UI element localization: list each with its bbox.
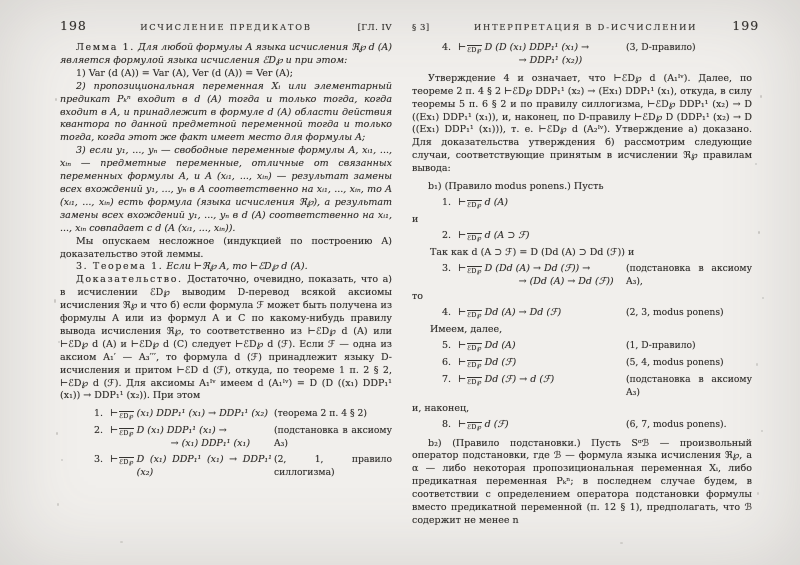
derivation-number: 4. xyxy=(442,307,452,319)
case-b1-heading: b₁) (Правило modus ponens.) Пусть xyxy=(428,181,604,193)
chapter-reference: [ГЛ. IV xyxy=(357,23,392,33)
derivation-number: 2. xyxy=(442,229,452,241)
derivation-line xyxy=(94,454,392,480)
scan-speck xyxy=(57,503,59,506)
derivation-formula: D (x₁) DDP₁¹ (x₁) → → (x₁) DDP₁¹ (x₁) xyxy=(136,425,251,450)
lemma-clause-3: 3) если y₁, ..., yₙ — свободные переменные формулы A, xᵢ₁, ..., xᵢₙ — предметные переменные, отличные от связанных переменных формулы A, и A (xᵢ₁, ..., xᵢₙ) — результат замены всех вхождений y₁, ..., yₙ в A соответственно на xᵢ₁, ..., xᵢₙ, то A (xᵢ₁, ..., xᵢₙ) есть формула (языка исчисления ℜ℘), а результат замены всех вхождений y₁, ..., yₙ в d (A) соответственно на xᵢ₁, ..., xᵢₙ совпадает с d (A (xᵢ₁, ..., xᵢₙ)). xyxy=(60,145,392,234)
section-reference: § 3] xyxy=(412,23,430,33)
derivation-line xyxy=(442,419,752,433)
derivation-number: 7. xyxy=(442,373,452,385)
derivation-number: 8. xyxy=(442,418,452,430)
derivation-justification: (1, D-правило) xyxy=(626,340,696,352)
derivation-justification: (подстановка в аксиому A₃), xyxy=(626,262,752,287)
turnstile-symbol: $⊢_{ℰD℘}$ xyxy=(458,373,482,386)
proof-text: Достаточно, очевидно, показать, что а) в исчислении ℰD℘ выводим D-перевод всякой аксиомы исчисления ℜ℘ и что б) если формула ℱ может быть получена из формулы A или из формул A и C по какому-нибудь правилу вывода исчисления ℜ℘, то соответственно из ⊢ℰD℘ d (A) или ⊢ℰD℘ d (A) и ⊢ℰD℘ d (C) следует ⊢ℰD℘ d (ℱ). Если ℱ — одна из аксиом A₁′ — A₃′′′, то формула d (ℱ) принадлежит языку D-исчисления и притом ⊢ℰD d (ℱ), откуда, по теореме 1 п. 2 § 2, ⊢ℰD℘ d (ℱ). Для аксиомы A₁ᴵᵛ имеем d (A₁ᴵᵛ) = D (D ((x₁) DDP₁¹ (x₁)) → DDP₁¹ (x₂)). При этом xyxy=(60,274,392,402)
derivation-line xyxy=(442,340,752,354)
turnstile-symbol: $⊢_{ℰD℘}$ xyxy=(458,229,482,242)
derivation-number: 5. xyxy=(442,340,452,352)
scan-speck xyxy=(120,541,123,543)
calculus-label: ℰD℘ xyxy=(467,267,482,275)
lemma-label: Лемма 1. xyxy=(76,42,135,53)
scan-speck xyxy=(60,160,62,162)
derivation-line xyxy=(94,425,392,451)
calculus-label: ℰD℘ xyxy=(467,362,482,370)
proof-paragraph xyxy=(60,274,392,403)
calculus-label: ℰD℘ xyxy=(119,459,134,467)
derivation-formula: Dd (ℱ) xyxy=(484,357,517,369)
connective-text: то xyxy=(412,291,423,303)
scan-speck xyxy=(58,341,60,343)
lemma-clause-1: 1) Var (d (A)) = Var (A), Ver (d (A)) = Ver (A); xyxy=(76,67,293,79)
turnstile-symbol: $⊢_{ℰD℘}$ xyxy=(110,408,134,421)
inline-derivation-text: Имеем, далее, xyxy=(430,324,503,336)
turnstile-symbol: $⊢_{ℰD℘}$ xyxy=(110,425,134,438)
derivation-formula: d (ℱ) xyxy=(484,418,509,430)
derivation-line xyxy=(94,408,392,422)
derivation-justification: (подстановка в аксиому A₃) xyxy=(274,425,392,450)
turnstile-symbol: $⊢_{ℰD℘}$ xyxy=(458,42,482,54)
running-head-right xyxy=(412,18,760,33)
derivation-line xyxy=(442,374,752,400)
derivation-formula: d (A) xyxy=(484,196,508,208)
theorem-paragraph xyxy=(60,261,392,274)
derivation-line xyxy=(442,42,752,68)
claim-paragraph: Утверждение 4 и означает, что ⊢ℰD℘ d (A₁ᴵᵛ). Далее, по теореме 2 п. 4 § 2 ⊢ℰD℘ DDP₁¹ (x₂) → (Ex₁) DDP₁¹ (x₁), откуда, в силу теоремы 5 п. 6 § 2 и по правилу силлогизма, ⊢ℰD℘ DDP₁¹ (x₂) → D ((Ex₁) DDP₁¹ (x₁)), и, наконец, по D-правилу ⊢ℰD℘ D (DDP₁¹ (x₂) → D ((Ex₁) DDP₁¹ (x₁))), т. е. ⊢ℰD℘ d (A₂ᴵᵛ). Утверждение а) доказано. Для доказательства утверждения б) рассмотрим следующие случаи, соответствующие принятым в исчислении ℜ℘ правилам вывода: xyxy=(412,72,752,175)
page-left-body xyxy=(60,42,392,480)
scan-speck xyxy=(758,231,760,234)
derivation-formula: D (x₁) DDP₁¹ (x₁) → DDP₁¹ (x₂) xyxy=(136,454,272,478)
connective-text: и, наконец, xyxy=(412,402,470,414)
scan-speck xyxy=(761,430,763,432)
derivation-formula: D (Dd (A) → Dd (ℱ)) → → (Dd (A) → Dd (ℱ)) xyxy=(484,262,614,287)
derivation-number: 6. xyxy=(442,357,452,369)
calculus-label: ℰD℘ xyxy=(119,413,134,421)
derivation-line xyxy=(442,263,752,289)
derivation-justification: (2, 3, modus ponens) xyxy=(626,307,724,319)
scan-speck xyxy=(620,542,623,544)
calculus-label: ℰD℘ xyxy=(467,345,482,353)
derivation-justification: (подстановка в аксиому A₃) xyxy=(626,373,752,398)
calculus-label: ℰD℘ xyxy=(467,423,482,431)
lemma-clause-2: 2) пропозициональная переменная Xᵢ или элементарный предикат Pₖⁿ входит в d (A) тогда и только тогда, когда входит в A, и принадлежит в формуле d (A) области действия квантора по данной предметной переменной тогда и только тогда, когда этот же факт имеет место для формулы A; xyxy=(60,80,392,144)
derivation-justification: (5, 4, modus ponens) xyxy=(626,357,724,369)
derivation-number: 1. xyxy=(442,196,452,208)
scan-speck xyxy=(56,432,58,435)
derivation-line xyxy=(442,197,752,211)
derivation-line xyxy=(442,307,752,321)
case-b2-paragraph: b₂) (Правило подстановки.) Пусть Sᵅℬ — произвольный оператор подстановки, где ℬ — формула языка исчисления ℜ℘, а α — либо некоторая пропозициональная переменная Xᵢ, либо предикатная переменная Pₖⁿ; в последнем случае будем, в соответствии с определением оператора подстановки формулы вместо предикатной переменной (п. 12 § 1), предполагать, что ℬ содержит не менее n xyxy=(412,437,752,526)
running-title: ИНТЕРПРЕТАЦИЯ В D-ИСЧИСЛЕНИИ xyxy=(474,22,698,32)
derivation-formula: (x₁) DDP₁¹ (x₁) → DDP₁¹ (x₂) xyxy=(136,408,268,420)
scan-speck xyxy=(757,492,759,495)
theorem-text: Если ⊢ℜ℘ A, то ⊢ℰD℘ d (A). xyxy=(163,261,308,273)
page-left xyxy=(60,18,392,483)
derivation-formula: Dd (ℱ) → d (ℱ) xyxy=(484,373,555,385)
lemma-text: Для любой формулы A языка исчисления ℜ℘ d (A) является формулой языка исчисления ℰD℘ и при этом: xyxy=(60,42,392,66)
connective-text: и xyxy=(412,213,419,225)
scan-speck xyxy=(762,297,764,299)
remark-paragraph: Мы опускаем несложное (индукцией по построению A) доказательство этой леммы. xyxy=(60,235,392,260)
running-title: ИСЧИСЛЕНИЕ ПРЕДИКАТОВ xyxy=(140,22,312,32)
page-right-body xyxy=(412,42,752,528)
turnstile-symbol: $⊢_{ℰD℘}$ xyxy=(110,454,134,467)
derivation-number: 3. xyxy=(442,262,452,274)
derivation-formula: d (A ⊃ ℱ) xyxy=(484,229,530,241)
derivation-number: 4. xyxy=(442,42,452,53)
derivation-line xyxy=(442,357,752,371)
running-head-left xyxy=(60,18,392,33)
turnstile-symbol: $⊢_{ℰD℘}$ xyxy=(458,340,482,353)
turnstile-symbol: $⊢_{ℰD℘}$ xyxy=(458,357,482,370)
page-number: 198 xyxy=(60,18,87,33)
scan-speck xyxy=(756,363,758,366)
calculus-label: ℰD℘ xyxy=(467,234,482,242)
derivation-justification: (2, 1, правило силлогизма) xyxy=(274,454,392,478)
turnstile-symbol: $⊢_{ℰD℘}$ xyxy=(458,307,482,320)
derivation-number: 2. xyxy=(94,425,104,437)
lemma-paragraph xyxy=(60,42,392,68)
derivation-line xyxy=(442,230,752,244)
scan-speck xyxy=(760,95,762,98)
calculus-label: ℰD℘ xyxy=(467,378,482,386)
scan-speck xyxy=(61,459,63,461)
proof-label: Доказательство. xyxy=(76,274,183,286)
turnstile-symbol: $⊢_{ℰD℘}$ xyxy=(458,418,482,431)
page-number: 199 xyxy=(732,18,760,33)
derivation-formula: D (D (x₁) DDP₁¹ (x₁) → → DDP₁¹ (x₂)) xyxy=(484,42,590,66)
turnstile-symbol: $⊢_{ℰD℘}$ xyxy=(458,262,482,275)
page-right xyxy=(412,18,760,528)
inline-derivation-text: Так как d (A ⊃ ℱ) = D (Dd (A) ⊃ Dd (ℱ)) и xyxy=(430,246,635,258)
derivation-justification: (6, 7, modus ponens). xyxy=(626,418,727,430)
theorem-label: 3. Теорема 1. xyxy=(76,261,164,273)
derivation-justification: (теорема 2 п. 4 § 2) xyxy=(274,408,367,420)
scan-speck xyxy=(755,163,757,165)
derivation-number: 1. xyxy=(94,408,104,420)
derivation-number: 3. xyxy=(94,454,104,466)
derivation-formula: Dd (A) xyxy=(484,340,516,352)
calculus-label: ℰD℘ xyxy=(467,312,482,320)
calculus-label: ℰD℘ xyxy=(467,47,482,54)
derivation-formula: Dd (A) → Dd (ℱ) xyxy=(484,307,562,319)
turnstile-symbol: $⊢_{ℰD℘}$ xyxy=(458,196,482,209)
scan-speck xyxy=(54,299,56,303)
calculus-label: ℰD℘ xyxy=(119,430,134,438)
derivation-justification: (3, D-правило) xyxy=(626,42,696,53)
calculus-label: ℰD℘ xyxy=(467,201,482,209)
scan-speck xyxy=(55,98,57,101)
